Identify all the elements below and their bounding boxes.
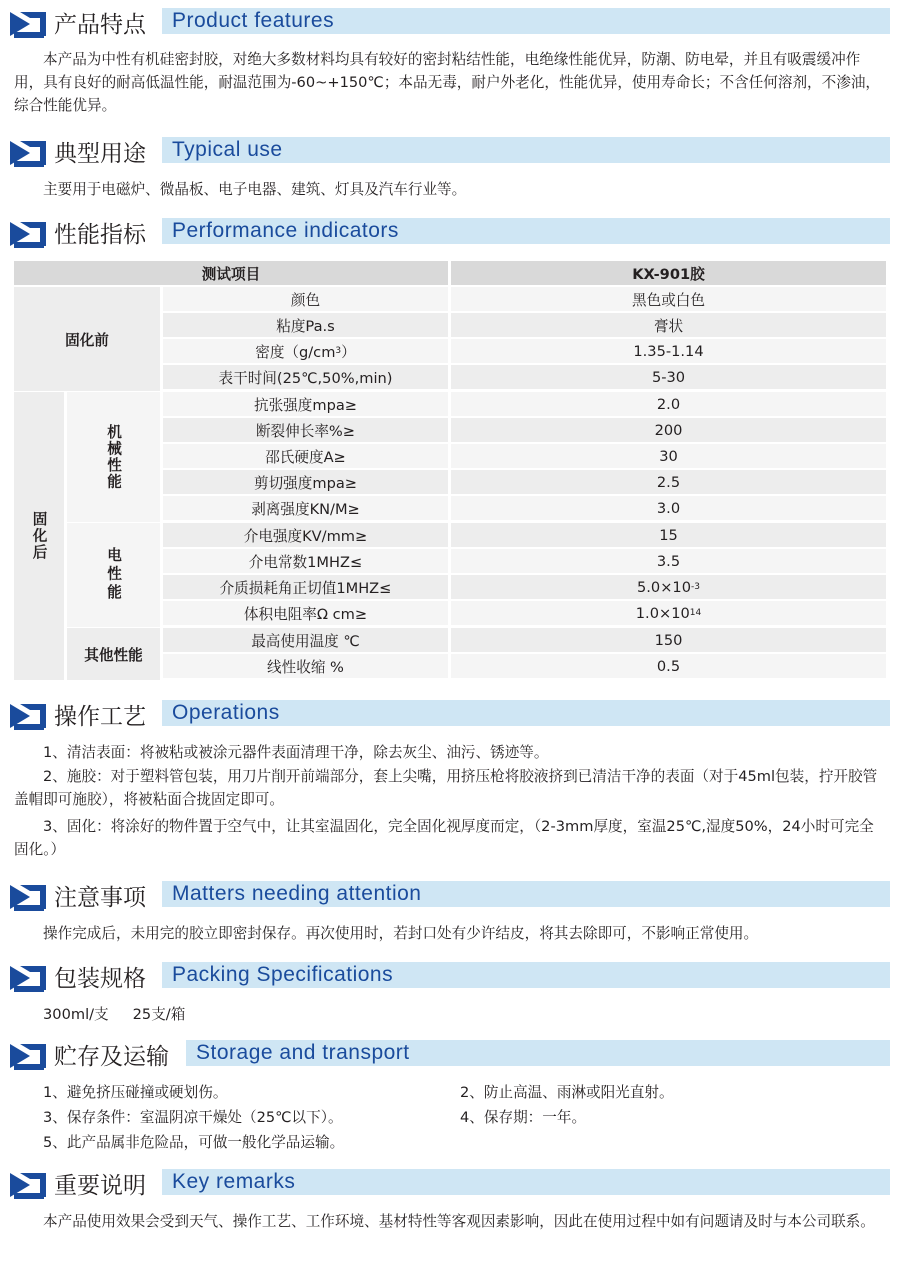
group-electrical — [67, 523, 160, 627]
table-row-value: 膏状 — [451, 313, 886, 337]
storage-item: 1、避免挤压碰撞或硬划伤。 — [43, 1084, 228, 1101]
section-header-operations — [10, 700, 890, 734]
table-row-name: 剪切强度mpa≥ — [163, 470, 448, 494]
table-row-name: 剥离强度KN/M≥ — [163, 496, 448, 520]
table-row-value: 3.5 — [451, 549, 886, 573]
section-header-performance — [10, 218, 890, 252]
table-header-product: KX-901胶 — [451, 261, 886, 285]
section-header-packing — [10, 962, 890, 996]
table-row-value: 3.0 — [451, 496, 886, 520]
section-header-features — [10, 8, 890, 42]
operations-item: 1、清洁表面：将被粘或被涂元器件表面清理干净，除去灰尘、油污、锈迹等。 — [43, 744, 549, 761]
group-other: 其他性能 — [67, 628, 160, 680]
section-band — [162, 700, 890, 726]
section-title-cn: 包装规格 — [54, 966, 146, 992]
operations-item: 3、固化：将涂好的物件置于空气中，让其室温固化，完全固化视厚度而定，（2-3mm厚度，室温25℃,湿度50%，24小时可完全固化。） — [14, 818, 874, 858]
section-title-cn: 典型用途 — [54, 141, 146, 167]
storage-item: 4、保存期：一年。 — [460, 1109, 587, 1126]
table-row-name: 邵氏硬度A≥ — [163, 444, 448, 468]
section-title-en: Operations — [172, 701, 280, 724]
table-row-value: 150 — [451, 628, 886, 652]
group-after-cure — [14, 392, 64, 680]
section-arrow-icon — [10, 220, 46, 248]
section-arrow-icon — [10, 10, 46, 38]
section-title-en: Storage and transport — [196, 1041, 410, 1064]
table-row-value: 200 — [451, 418, 886, 442]
attention-text: 操作完成后，未用完的胶立即密封保存。再次使用时，若封口处有少许结皮，将其去除即可，不影响正常使用。 — [43, 925, 759, 942]
storage-item: 5、此产品属非危险品，可做一般化学品运输。 — [43, 1134, 345, 1151]
section-band — [162, 218, 890, 244]
packing-line — [43, 1003, 343, 1026]
performance-table — [14, 261, 886, 680]
table-row-value: 0.5 — [451, 654, 886, 678]
section-band — [162, 1169, 890, 1195]
section-band — [162, 137, 890, 163]
use-text: 主要用于电磁炉、微晶板、电子电器、建筑、灯具及汽车行业等。 — [43, 181, 467, 198]
table-row-name: 介质损耗角正切值1MHZ≤ — [163, 575, 448, 599]
section-title-en: Packing Specifications — [172, 963, 394, 986]
section-title-cn: 产品特点 — [54, 12, 146, 38]
section-title-cn: 性能指标 — [54, 222, 146, 248]
section-header-remarks — [10, 1169, 890, 1203]
density-sup: 3 — [335, 346, 342, 356]
table-row-value: 15 — [451, 523, 886, 547]
section-title-en: Performance indicators — [172, 219, 399, 242]
table-header-item: 测试项目 — [14, 261, 448, 285]
after-cure-label-text: 固化后 — [30, 511, 48, 561]
section-title-cn: 贮存及运输 — [54, 1044, 169, 1070]
group-mechanical — [67, 392, 160, 522]
table-row-name: 颜色 — [163, 287, 448, 311]
electrical-label: 电性能 — [105, 547, 122, 603]
section-title-en: Key remarks — [172, 1170, 296, 1193]
storage-item: 2、防止高温、雨淋或阳光直射。 — [460, 1084, 674, 1101]
packing-size: 300ml/支 — [43, 1006, 109, 1023]
section-arrow-icon — [10, 1171, 46, 1199]
section-band — [162, 8, 890, 34]
section-header-storage — [10, 1040, 890, 1074]
density-label: 密度（g/cm — [255, 343, 336, 361]
section-arrow-icon — [10, 702, 46, 730]
section-title-cn: 重要说明 — [54, 1173, 146, 1199]
section-arrow-icon — [10, 964, 46, 992]
table-row-name: 表干时间(25℃,50%,min) — [163, 365, 448, 389]
packing-box: 25支/箱 — [132, 1006, 186, 1023]
mechanical-label: 机械性能 — [105, 423, 122, 491]
section-title-en: Product features — [172, 9, 335, 32]
table-row-value: 2.0 — [451, 392, 886, 416]
table-row-name: 介电强度KV/mm≥ — [163, 523, 448, 547]
resistivity-sup: 14 — [689, 608, 702, 618]
section-header-use — [10, 137, 890, 171]
table-row-value: 2.5 — [451, 470, 886, 494]
table-row-value: 5-30 — [451, 365, 886, 389]
table-row-name — [163, 339, 448, 363]
section-title-cn: 操作工艺 — [54, 704, 146, 730]
section-band — [162, 962, 890, 988]
loss-tangent-sup: -3 — [691, 582, 700, 592]
section-arrow-icon — [10, 1042, 46, 1070]
table-row-name: 体积电阻率Ω cm≥ — [163, 601, 448, 625]
section-title-en: Matters needing attention — [172, 882, 422, 905]
section-arrow-icon — [10, 139, 46, 167]
section-title-cn: 注意事项 — [54, 885, 146, 911]
section-band — [162, 881, 890, 907]
section-band — [186, 1040, 890, 1066]
table-row-value: 1.35-1.14 — [451, 339, 886, 363]
table-row-name: 最高使用温度 ℃ — [163, 628, 448, 652]
resistivity-value: 1.0×10 — [635, 604, 690, 622]
section-title-en: Typical use — [172, 138, 283, 161]
features-text: 本产品为中性有机硅密封胶，对绝大多数材料均具有较好的密封粘结性能，电绝缘性能优异，防潮、防电晕，并且有吸震缓冲作用，具有良好的耐高低温性能，耐温范围为-60~+150℃；本品无毒，耐户外老化，性能优异，使用寿命长；不含任何溶剂，不渗油，综合性能优异。 — [14, 51, 881, 114]
table-row-name: 粘度Pa.s — [163, 313, 448, 337]
remarks-text: 本产品使用效果会受到天气、操作工艺、工作环境、基材特性等客观因素影响，因此在使用过程中如有问题请及时与本公司联系。 — [43, 1213, 875, 1230]
section-arrow-icon — [10, 883, 46, 911]
loss-tangent-value: 5.0×10 — [637, 578, 692, 596]
after-cure-label — [29, 511, 50, 561]
storage-item: 3、保存条件：室温阴凉干燥处（25℃以下）。 — [43, 1109, 343, 1126]
table-row-name: 线性收缩 % — [163, 654, 448, 678]
table-row-value: 30 — [451, 444, 886, 468]
operations-item: 2、施胶：对于塑料管包装，用刀片削开前端部分，套上尖嘴，用挤压枪将胶液挤到已清洁干净的表面（对于45ml包装，拧开胶管盖帽即可施胶），将被粘面合拢固定即可。 — [14, 768, 878, 808]
table-row-name: 断裂伸长率%≥ — [163, 418, 448, 442]
section-header-attention — [10, 881, 890, 915]
table-row-value — [451, 601, 886, 625]
table-row-value: 黑色或白色 — [451, 287, 886, 311]
table-row-name: 抗张强度mpa≥ — [163, 392, 448, 416]
group-before-cure: 固化前 — [14, 287, 160, 391]
density-tail: ） — [341, 343, 356, 361]
table-row-value — [451, 575, 886, 599]
table-row-name: 介电常数1MHZ≤ — [163, 549, 448, 573]
